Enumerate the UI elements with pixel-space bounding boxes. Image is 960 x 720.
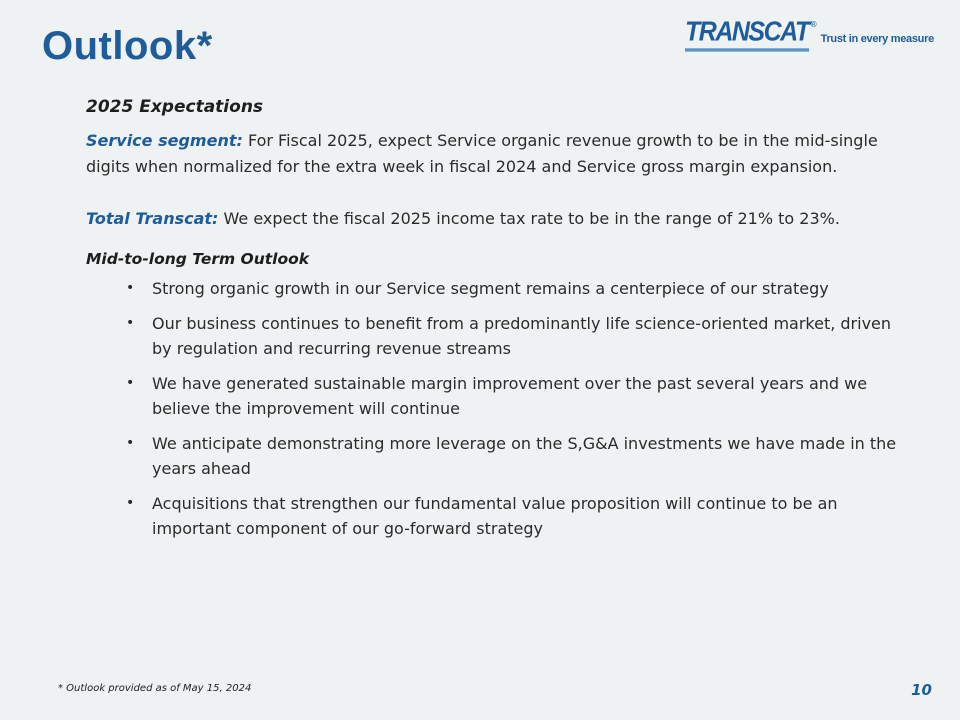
list-item-text: Our business continues to benefit from a predominantly life science-oriented market, driven by regulation and recurring revenue streams	[152, 314, 892, 358]
slide-content	[86, 94, 906, 551]
section-heading-mid-long-term: Mid-to-long Term Outlook	[86, 250, 310, 268]
logo-tagline: Trust in every measure	[820, 33, 934, 45]
page-title: Outlook*	[42, 24, 213, 68]
logo-wordmark: TRANSCAT	[685, 16, 809, 51]
bullet-icon: •	[126, 435, 135, 451]
footnote: * Outlook provided as of May 15, 2024	[58, 683, 252, 694]
section-heading-2025-expectations: 2025 Expectations	[86, 97, 264, 117]
page-number: 10	[911, 681, 932, 699]
service-segment-text: For Fiscal 2025, expect Service organic revenue growth to be in the mid-single digits when normalized for the extra week in fiscal 2024 and Service gross margin expansion.	[86, 131, 878, 176]
total-transcat-lead: Total Transcat:	[86, 209, 219, 228]
outlook-bullet-list	[86, 276, 906, 541]
list-item-text: Strong organic growth in our Service segment remains a centerpiece of our strategy	[152, 279, 829, 298]
list-item	[126, 311, 906, 361]
list-item	[126, 276, 906, 301]
bullet-icon: •	[126, 375, 135, 391]
list-item	[126, 371, 906, 421]
bullet-icon: •	[126, 315, 135, 331]
list-item	[126, 491, 906, 541]
list-item-text: We anticipate demonstrating more leverage on the S,G&A investments we have made in the years ahead	[152, 434, 897, 478]
bullet-icon: •	[126, 280, 135, 296]
list-item-text: We have generated sustainable margin improvement over the past several years and we believe the improvement will continue	[152, 374, 868, 418]
service-segment-paragraph	[86, 128, 906, 180]
service-segment-lead: Service segment:	[86, 131, 243, 150]
list-item-text: Acquisitions that strengthen our fundamental value proposition will continue to be an important component of our go-forward strategy	[152, 494, 838, 538]
list-item	[126, 431, 906, 481]
transcat-logo	[685, 18, 934, 50]
total-transcat-text: We expect the fiscal 2025 income tax rate to be in the range of 21% to 23%.	[218, 209, 840, 228]
bullet-icon: •	[126, 495, 135, 511]
logo-registered-mark: ®	[809, 20, 818, 29]
total-transcat-paragraph	[86, 206, 906, 232]
